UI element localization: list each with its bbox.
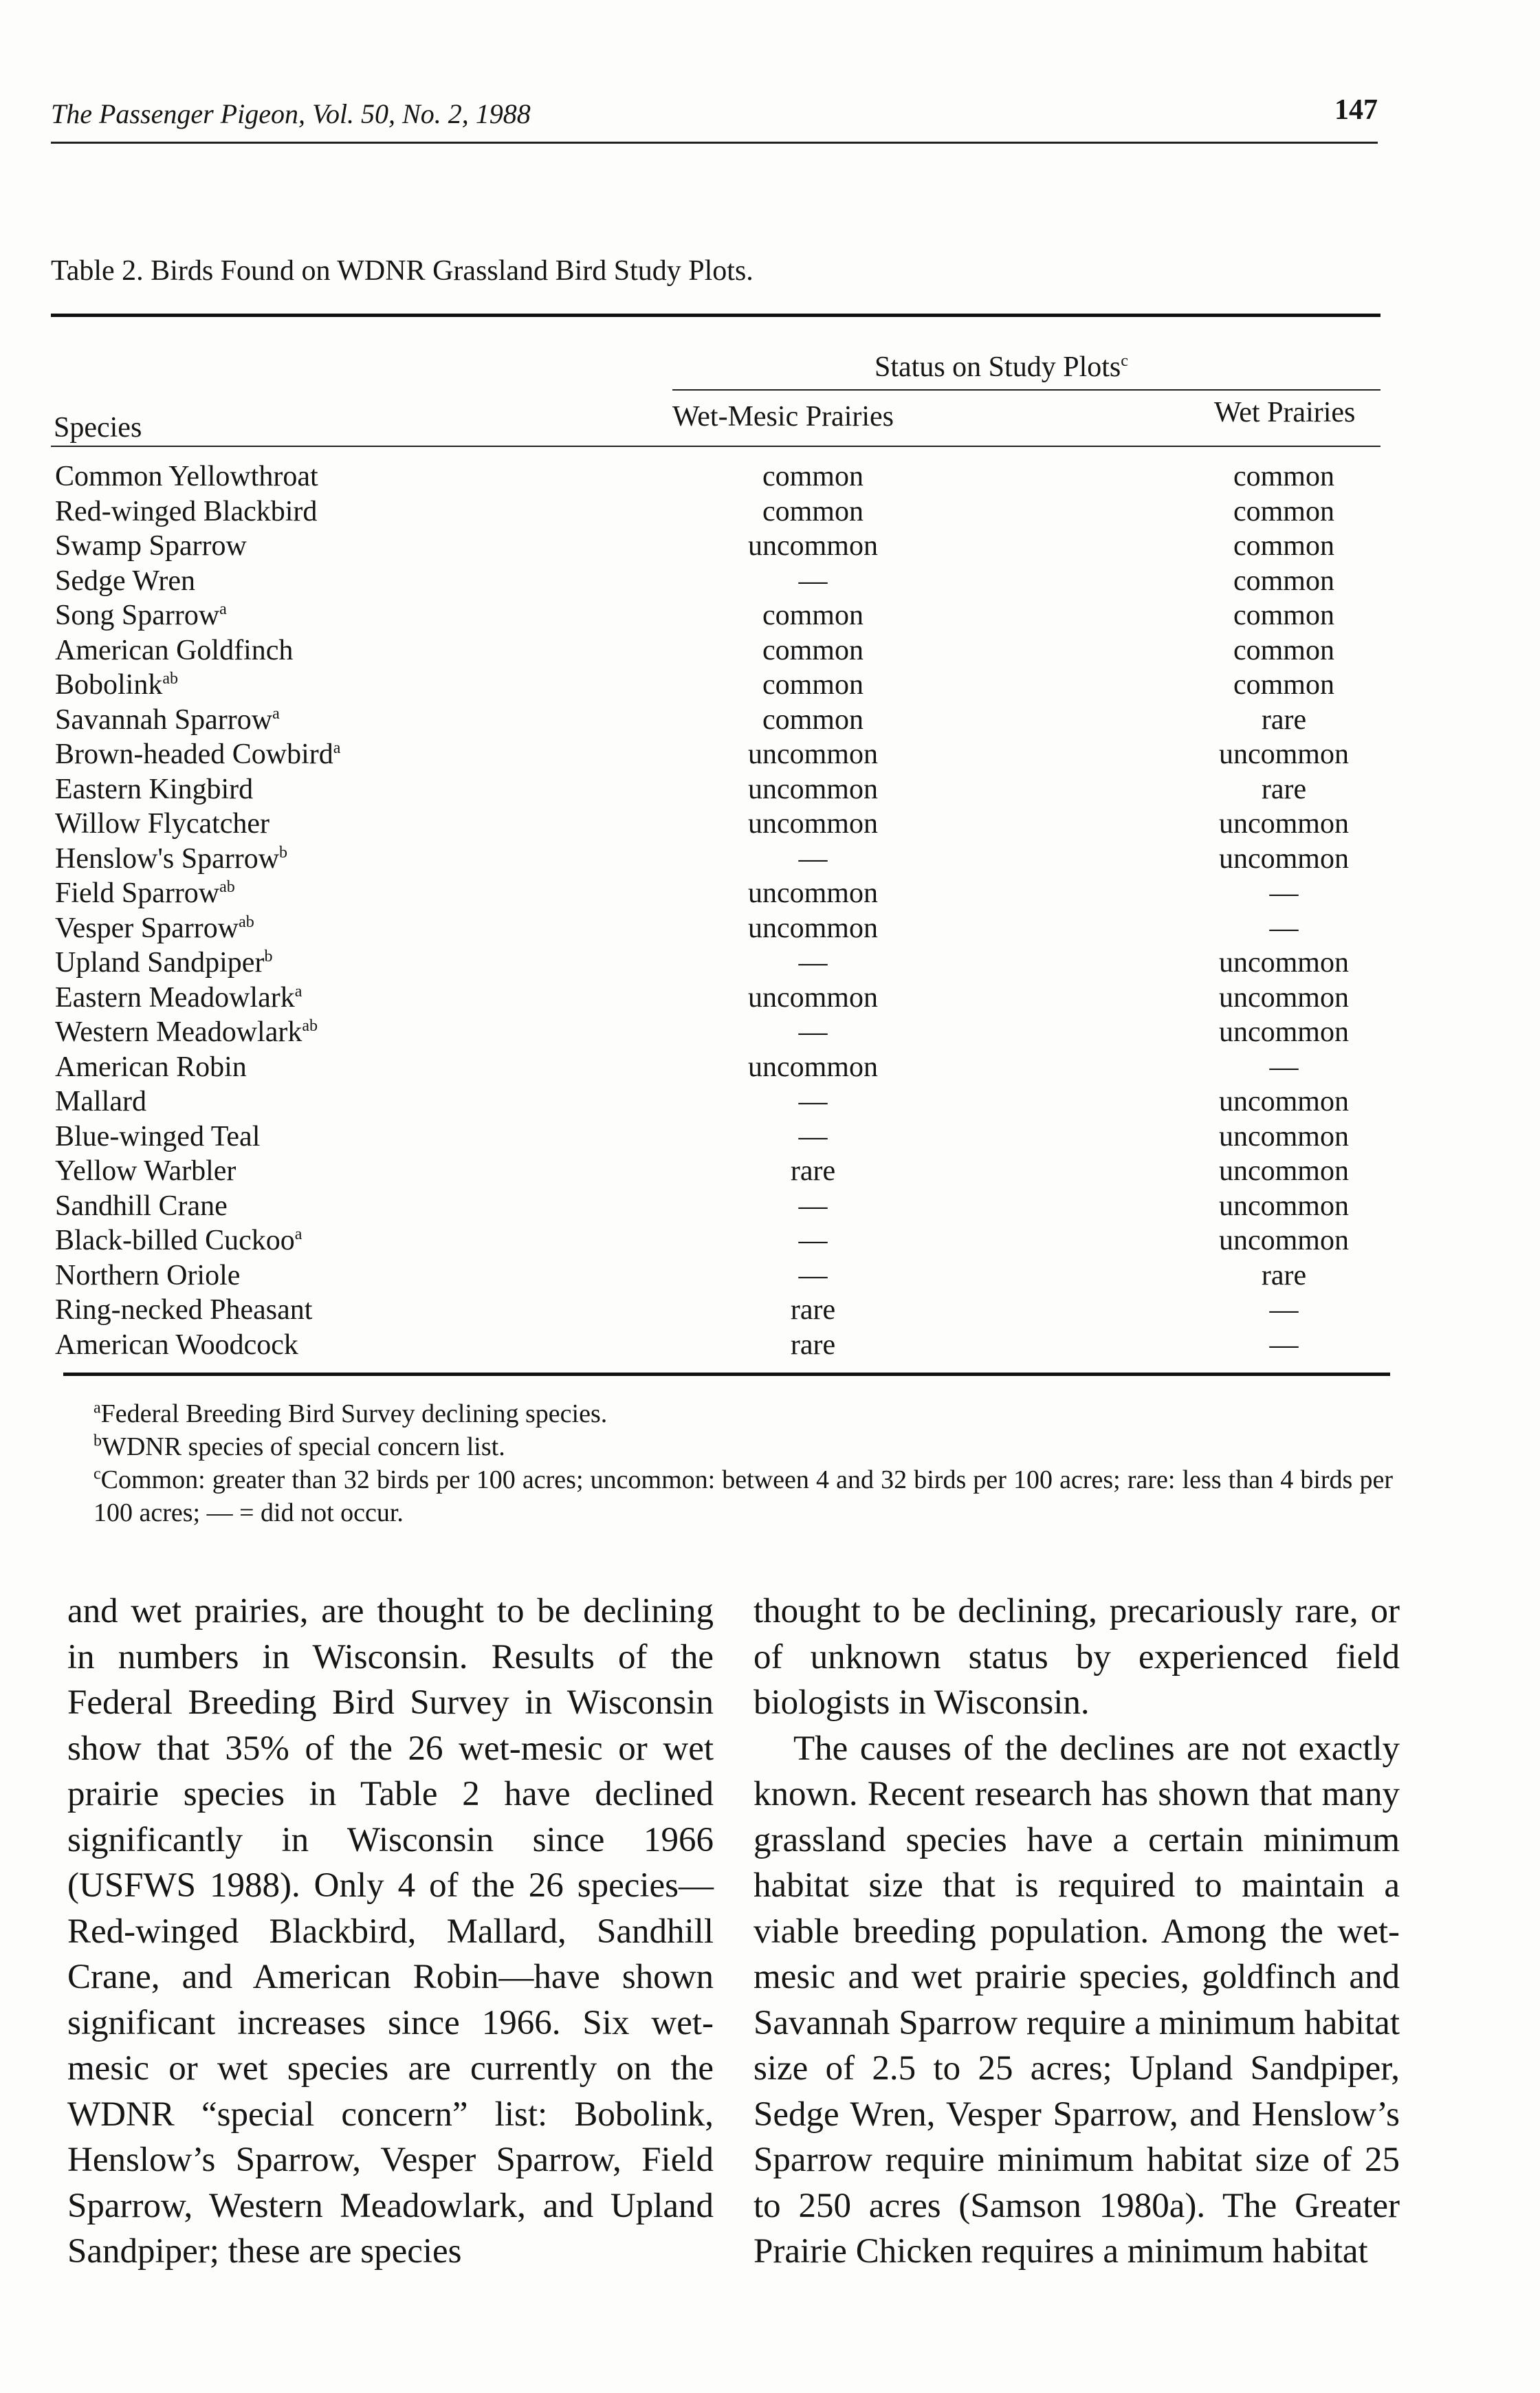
- species-cell: Western Meadowlark$^{ab}$: [55, 1016, 318, 1048]
- wet-mesic-status-cell: uncommon: [748, 530, 878, 562]
- table-row: [55, 1084, 1382, 1119]
- wet-mesic-status-cell: rare: [790, 1155, 836, 1187]
- table-row: [55, 946, 1382, 981]
- species-cell: Eastern Meadowlark$^a$: [55, 981, 302, 1014]
- table-row: [55, 911, 1382, 946]
- species-note: a: [294, 982, 302, 1001]
- table-row: [55, 737, 1382, 772]
- wet-status-cell: rare: [1261, 703, 1307, 736]
- wet-status-cell: uncommon: [1219, 842, 1349, 875]
- group-header: Status on Study Plots$^c$: [874, 351, 1128, 383]
- species-note: ab: [162, 670, 179, 688]
- wet-mesic-status-cell: uncommon: [748, 773, 878, 805]
- wet-mesic-status-cell: rare: [790, 1294, 836, 1326]
- table-row: [55, 876, 1382, 911]
- species-cell: Yellow Warbler: [55, 1155, 236, 1187]
- table-row: [55, 494, 1382, 529]
- wet-status-cell: —: [1269, 1329, 1299, 1361]
- wet-mesic-status-cell: common: [762, 461, 864, 492]
- table-row: [55, 1050, 1382, 1085]
- wet-status-cell: rare: [1261, 773, 1307, 805]
- wet-mesic-status-cell: common: [762, 634, 864, 666]
- body-column-left: [67, 1588, 714, 2275]
- wet-status-cell: common: [1233, 565, 1334, 597]
- wet-status-cell: —: [1269, 912, 1299, 944]
- wet-status-cell: common: [1233, 495, 1334, 527]
- table-bottom-rule: [63, 1373, 1390, 1376]
- species-note: ab: [219, 878, 235, 896]
- footnote-b: $^b$WDNR species of special concern list.: [94, 1432, 505, 1461]
- wet-mesic-status-cell: —: [798, 947, 828, 979]
- header-bottom-rule: [51, 446, 1380, 447]
- wet-status-cell: uncommon: [1219, 981, 1349, 1014]
- wet-status-cell: uncommon: [1219, 1086, 1349, 1117]
- wet-status-cell: uncommon: [1219, 1190, 1349, 1222]
- wet-status-cell: common: [1233, 461, 1334, 492]
- species-note: ab: [239, 913, 254, 931]
- species-cell: Song Sparrow$^a$: [55, 600, 227, 631]
- table-row: [55, 633, 1382, 668]
- wet-mesic-status-cell: common: [762, 703, 864, 736]
- table-row: [55, 1119, 1382, 1155]
- wet-mesic-status-cell: —: [798, 1120, 828, 1152]
- species-cell: Brown-headed Cowbird$^a$: [55, 739, 341, 770]
- column-header-species: Species: [54, 412, 142, 444]
- table-row: [55, 564, 1382, 599]
- wet-status-cell: uncommon: [1219, 808, 1349, 840]
- species-note: b: [264, 948, 273, 965]
- page-number: 147: [1334, 94, 1378, 126]
- wet-mesic-status-cell: uncommon: [748, 912, 878, 944]
- species-cell: Willow Flycatcher: [55, 808, 270, 840]
- footnote-c: $^c$Common: greater than 32 birds per 100 acres; uncommon: between 4 and 32 birds per 100 acres; rare: less than 4 birds per 100 acres; — = did not occur.: [94, 1465, 1393, 1527]
- column-header-wet-mesic: Wet-Mesic Prairies: [672, 401, 894, 433]
- species-cell: American Woodcock: [55, 1329, 298, 1361]
- table-row: [55, 981, 1382, 1016]
- table-row: [55, 842, 1382, 877]
- species-cell: Bobolink$^{ab}$: [55, 669, 179, 701]
- table-row: [55, 703, 1382, 738]
- table-caption: Table 2. Birds Found on WDNR Grassland Bird Study Plots.: [51, 255, 754, 287]
- wet-mesic-status-cell: common: [762, 600, 864, 631]
- wet-mesic-status-cell: rare: [790, 1329, 836, 1361]
- group-header-note: c: [1121, 352, 1128, 370]
- wet-mesic-status-cell: —: [798, 842, 828, 875]
- table-body: [55, 459, 1382, 1362]
- column-header-wet: Wet Prairies: [1214, 397, 1356, 428]
- species-cell: Ring-necked Pheasant: [55, 1294, 313, 1326]
- wet-mesic-status-cell: —: [798, 1190, 828, 1222]
- species-note: a: [333, 739, 341, 757]
- species-cell: Red-winged Blackbird: [55, 495, 318, 527]
- table-row: [55, 529, 1382, 564]
- table-row: [55, 1189, 1382, 1224]
- wet-mesic-status-cell: common: [762, 669, 864, 701]
- wet-status-cell: rare: [1261, 1259, 1307, 1291]
- species-cell: American Goldfinch: [55, 634, 294, 666]
- wet-status-cell: uncommon: [1219, 1155, 1349, 1187]
- species-cell: Field Sparrow$^{ab}$: [55, 877, 235, 909]
- table-row: [55, 1293, 1382, 1328]
- wet-mesic-status-cell: uncommon: [748, 1051, 878, 1083]
- wet-status-cell: uncommon: [1219, 1120, 1349, 1152]
- table-row: [55, 1258, 1382, 1293]
- table-row: [55, 459, 1382, 494]
- table-row: [55, 1328, 1382, 1363]
- table-row: [55, 772, 1382, 807]
- wet-status-cell: uncommon: [1219, 739, 1349, 770]
- table-row: [55, 668, 1382, 703]
- wet-mesic-status-cell: —: [798, 1086, 828, 1117]
- wet-status-cell: common: [1233, 669, 1334, 701]
- wet-mesic-status-cell: uncommon: [748, 981, 878, 1014]
- table-row: [55, 1154, 1382, 1189]
- wet-status-cell: —: [1269, 877, 1299, 909]
- wet-status-cell: uncommon: [1219, 1225, 1349, 1256]
- wet-mesic-status-cell: common: [762, 495, 864, 527]
- wet-status-cell: —: [1269, 1294, 1299, 1326]
- wet-status-cell: uncommon: [1219, 1016, 1349, 1048]
- body-paragraph: thought to be declining, precariously rare, or of unknown status by experienced field biologists in Wisconsin.: [754, 1592, 1400, 1722]
- wet-mesic-status-cell: —: [798, 1016, 828, 1048]
- wet-mesic-status-cell: —: [798, 1259, 828, 1291]
- table-footnotes: [66, 1397, 1393, 1529]
- species-cell: Mallard: [55, 1086, 146, 1117]
- species-cell: Black-billed Cuckoo$^a$: [55, 1225, 302, 1256]
- table-row: [55, 598, 1382, 633]
- wet-mesic-status-cell: —: [798, 565, 828, 597]
- body-paragraph: and wet prairies, are thought to be declining in numbers in Wisconsin. Results of the Federal Breeding Bird Survey in Wisconsin show that 35% of the 26 wet-mesic or wet prairie species in Table 2 have declined significantly in Wisconsin since 1966 (USFWS 1988). Only 4 of the 26 species—Red-winged Blackbird, Mallard, Sandhill Crane, and American Robin—have shown significant increases since 1966. Six wet-mesic or wet species are currently on the WDNR “special concern” list: Bobolink, Henslow’s Sparrow, Vesper Sparrow, Field Sparrow, Western Meadowlark, and Upland Sandpiper; these are species: [67, 1592, 714, 2271]
- body-paragraph: The causes of the declines are not exactly known. Recent research has shown that many grassland species have a certain minimum habitat size that is required to maintain a viable breeding population. Among the wet-mesic and wet prairie species, goldfinch and Savannah Sparrow require a minimum habitat size of 2.5 to 25 acres; Upland Sandpiper, Sedge Wren, Vesper Sparrow, and Henslow’s Sparrow require minimum habitat size of 25 to 250 acres (Samson 1980a). The Greater Prairie Chicken requires a minimum habitat: [754, 1729, 1400, 2271]
- species-cell: Henslow's Sparrow$^b$: [55, 842, 288, 875]
- species-cell: Vesper Sparrow$^{ab}$: [55, 912, 254, 944]
- wet-status-cell: uncommon: [1219, 947, 1349, 979]
- species-note: a: [219, 600, 227, 618]
- species-cell: Eastern Kingbird: [55, 773, 254, 805]
- body-column-right: [754, 1588, 1400, 2275]
- species-cell: Swamp Sparrow: [55, 530, 247, 562]
- species-cell: Savannah Sparrow$^a$: [55, 703, 280, 736]
- species-cell: Upland Sandpiper$^b$: [55, 947, 273, 979]
- species-cell: Sedge Wren: [55, 565, 195, 597]
- species-cell: American Robin: [55, 1051, 247, 1083]
- table-row: [55, 807, 1382, 842]
- wet-status-cell: common: [1233, 530, 1334, 562]
- species-note: a: [272, 704, 280, 723]
- species-note: ab: [302, 1017, 318, 1035]
- running-head: [51, 94, 1378, 144]
- table-row: [55, 1015, 1382, 1050]
- wet-mesic-status-cell: uncommon: [748, 877, 878, 909]
- table-row: [55, 1223, 1382, 1258]
- footnote-a: $^a$Federal Breeding Bird Survey declining species.: [94, 1399, 608, 1428]
- species-note: a: [294, 1225, 302, 1243]
- species-cell: Blue-winged Teal: [55, 1120, 261, 1152]
- wet-status-cell: —: [1269, 1051, 1299, 1083]
- wet-status-cell: common: [1233, 600, 1334, 631]
- wet-mesic-status-cell: uncommon: [748, 739, 878, 770]
- journal-citation: The Passenger Pigeon, Vol. 50, No. 2, 1988: [51, 98, 531, 129]
- group-header-rule: [672, 389, 1380, 391]
- wet-mesic-status-cell: —: [798, 1225, 828, 1256]
- wet-mesic-status-cell: uncommon: [748, 808, 878, 840]
- species-cell: Northern Oriole: [55, 1259, 241, 1291]
- species-cell: Common Yellowthroat: [55, 461, 318, 492]
- species-cell: Sandhill Crane: [55, 1190, 228, 1222]
- wet-status-cell: common: [1233, 634, 1334, 666]
- species-note: b: [279, 843, 288, 862]
- table-top-rule: [51, 314, 1380, 317]
